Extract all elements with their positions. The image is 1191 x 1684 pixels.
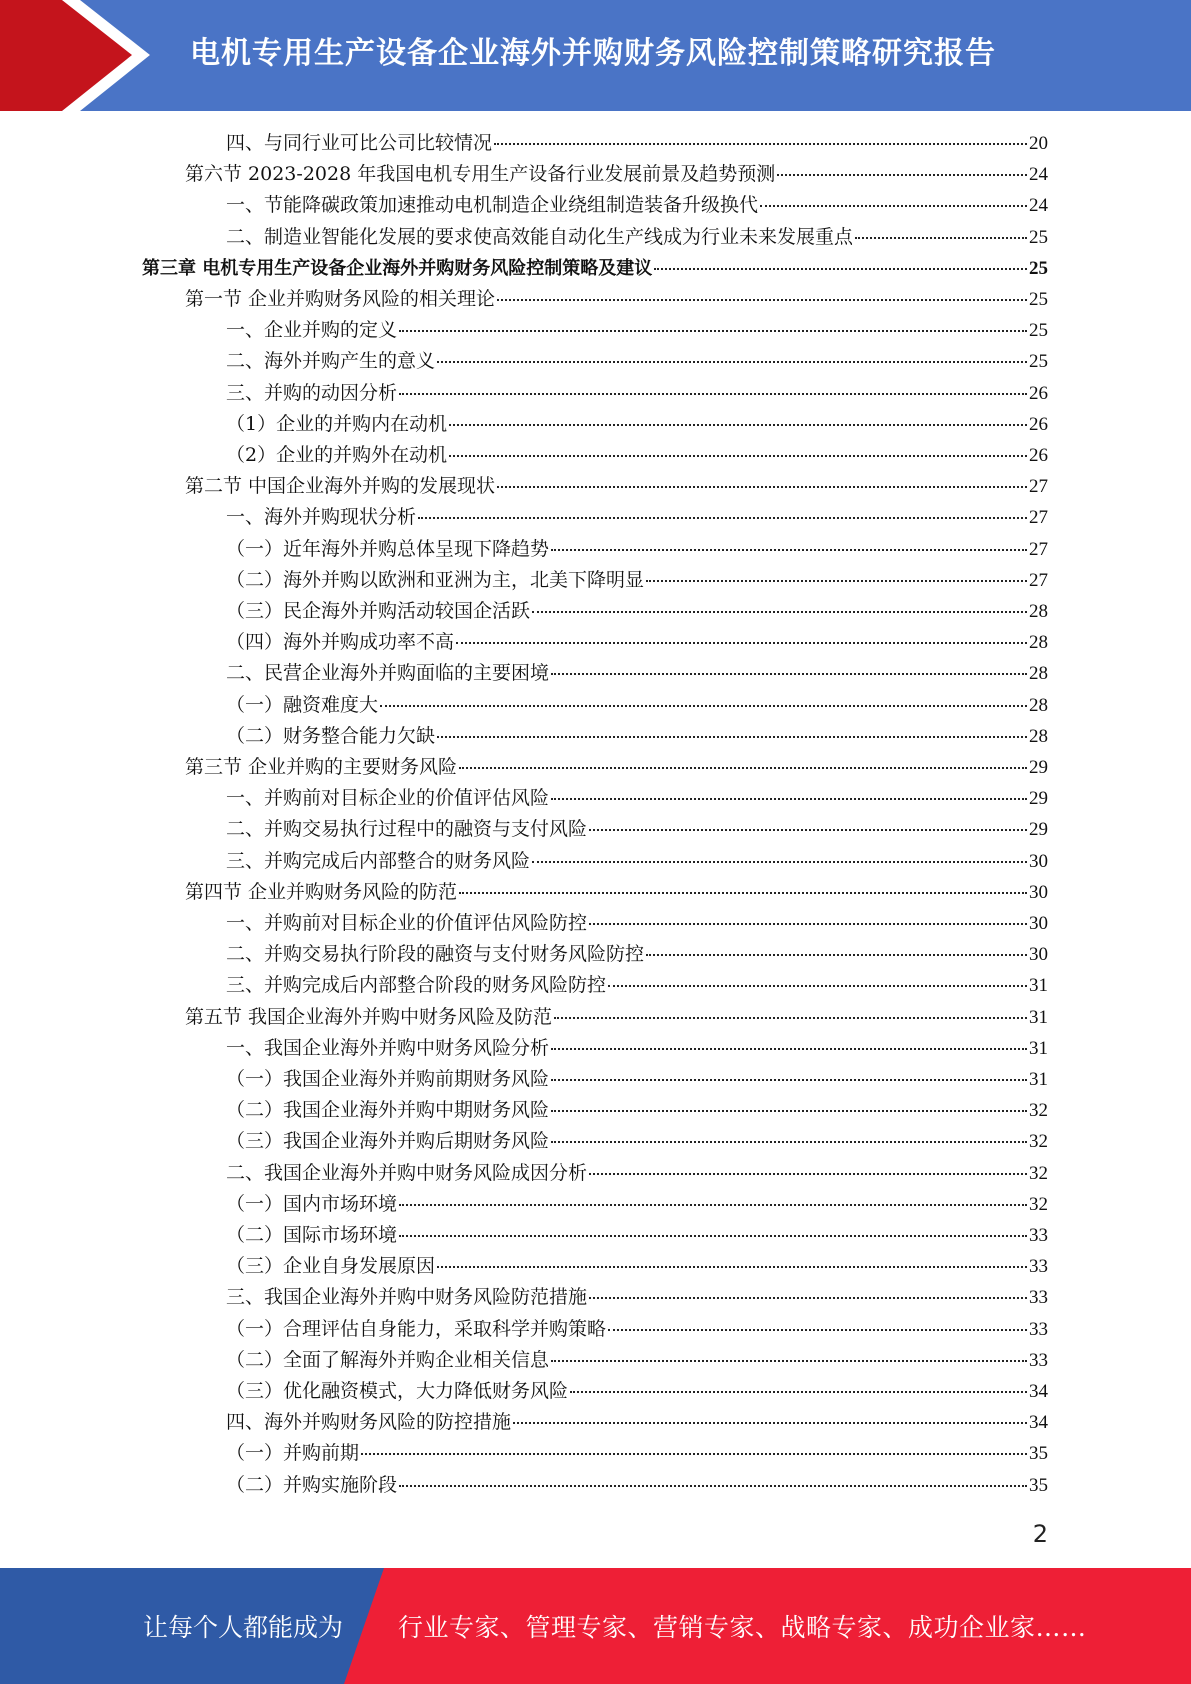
toc-entry[interactable] [226,190,1048,221]
toc-entry-page: 20 [1029,133,1048,154]
toc-dot-leader [437,1265,1027,1268]
toc-dot-leader [646,953,1027,956]
footer-slogan-right: 行业专家、管理专家、营销专家、战略专家、成功企业家…… [398,1613,1087,1642]
toc-dot-leader [554,1016,1027,1019]
toc-entry-label: （四）海外并购成功率不高 [226,631,455,654]
report-title: 电机专用生产设备企业海外并购财务风险控制策略研究报告 [190,36,996,71]
toc-entry[interactable] [226,908,1048,939]
toc-entry-page: 25 [1029,320,1048,342]
toc-entry-page: 30 [1029,944,1048,966]
footer-slogan-left: 让每个人都能成为 [143,1613,344,1642]
toc-entry-label: 一、海外并购现状分析 [226,506,417,529]
toc-dot-leader [608,1328,1027,1331]
toc-entry-label: 一、节能降碳政策加速推动电机制造企业绕组制造装备升级换代 [226,194,759,217]
toc-entry-label: （二）全面了解海外并购企业相关信息 [226,1348,550,1371]
toc-entry-label: 三、并购完成后内部整合阶段的财务风险防控 [226,974,607,997]
toc-dot-leader [449,423,1027,426]
toc-dot-leader [399,392,1027,395]
toc-entry[interactable] [226,1220,1048,1251]
toc-entry-label: 二、海外并购产生的意义 [226,350,436,373]
toc-entry-page: 32 [1029,1162,1048,1184]
toc-dot-leader [760,204,1027,207]
toc-dot-leader [497,485,1027,488]
toc-entry-label: （一）我国企业海外并购前期财务风险 [226,1068,550,1090]
toc-entry-label: 一、并购前对目标企业的价值评估风险 [226,787,550,810]
toc-entry-label: 二、我国企业海外并购中财务风险成因分析 [226,1161,588,1184]
toc-dot-leader [777,173,1027,176]
toc-entry[interactable] [226,1033,1048,1064]
toc-entry-page: 25 [1029,351,1048,373]
page-number: 2 [1032,1520,1048,1548]
toc-entry-page: 27 [1029,569,1048,591]
toc-entry-label: （二）我国企业海外并购中期财务风险 [226,1099,550,1122]
toc-entry-page: 32 [1029,1193,1048,1215]
toc-dot-leader [399,1203,1027,1206]
toc-dot-leader [551,1109,1027,1112]
toc-entry[interactable] [226,1314,1048,1345]
page-header [0,0,1191,111]
toc-entry-label: （三）优化融资模式，大力降低财务风险 [226,1380,569,1402]
toc-entry-label: 三、并购的动因分析 [226,381,398,404]
toc-entry-page: 31 [1029,1069,1048,1090]
toc-entry-page: 25 [1029,257,1048,279]
toc-entry-label: 二、民营企业海外并购面临的主要困境 [226,662,550,685]
toc-entry-page: 35 [1029,1443,1048,1465]
toc-entry-page: 26 [1029,445,1048,466]
toc-dot-leader [456,641,1027,644]
toc-entry-label: 第六节 2023-2028 年我国电机专用生产设备行业发展前景及趋势预测 [185,163,776,186]
toc-entry-label: （1）企业的并购内在动机 [226,412,448,435]
toc-entry-page: 24 [1029,164,1048,186]
toc-entry-page: 29 [1029,819,1048,841]
toc-dot-leader [449,454,1027,457]
toc-entry[interactable] [226,1189,1048,1220]
toc-entry[interactable] [185,877,1048,908]
toc-dot-leader [551,797,1027,800]
toc-dot-leader [459,766,1027,769]
toc-dot-leader [532,860,1027,863]
toc-entry-label: 二、并购交易执行阶段的融资与支付财务风险防控 [226,943,645,966]
toc-dot-leader [551,1140,1027,1143]
toc-entry-label: （一）合理评估自身能力，采取科学并购策略 [226,1317,607,1340]
toc-entry[interactable] [226,1438,1048,1469]
toc-dot-leader [437,360,1027,363]
toc-dot-leader [589,1172,1027,1175]
toc-entry-page: 31 [1029,1006,1048,1028]
toc-dot-leader [551,548,1027,551]
toc-entry-page: 28 [1029,725,1048,747]
toc-dot-leader [494,142,1027,145]
toc-entry[interactable] [226,315,1048,346]
page-footer [0,1568,1191,1684]
toc-entry[interactable] [226,502,1048,533]
toc-entry[interactable] [226,1126,1048,1157]
toc-dot-leader [513,1421,1027,1424]
toc-entry-label: 第三章 电机专用生产设备企业海外并购财务风险控制策略及建议 [142,257,653,279]
toc-dot-leader [855,236,1027,239]
toc-entry[interactable] [226,128,1048,159]
toc-dot-leader [532,610,1027,613]
toc-entry-label: 一、我国企业海外并购中财务风险分析 [226,1036,550,1059]
toc-entry-page: 33 [1029,1225,1048,1246]
toc-entry-label: 四、与同行业可比公司比较情况 [226,132,493,154]
toc-entry-label: 一、并购前对目标企业的价值评估风险防控 [226,912,588,934]
toc-entry[interactable] [226,1158,1048,1189]
toc-entry-label: 二、制造业智能化发展的要求使高效能自动化生产线成为行业未来发展重点 [226,225,854,248]
toc-entry[interactable] [185,284,1048,315]
toc-entry-page: 31 [1029,1037,1048,1059]
toc-entry-label: 四、海外并购财务风险的防控措施 [226,1411,512,1434]
toc-entry-label: 第一节 企业并购财务风险的相关理论 [185,288,496,310]
toc-entry-label: 三、我国企业海外并购中财务风险防范措施 [226,1286,588,1309]
toc-entry[interactable] [226,565,1048,596]
toc-entry-label: 第三节 企业并购的主要财务风险 [185,756,458,778]
toc-entry-page: 29 [1029,757,1048,778]
toc-dot-leader [654,267,1027,270]
toc-entry-page: 33 [1029,1349,1048,1371]
toc-dot-leader [551,1359,1027,1362]
toc-dot-leader [399,329,1027,332]
toc-entry-page: 33 [1029,1318,1048,1340]
toc-entry[interactable] [185,1002,1048,1033]
toc-entry[interactable] [226,440,1048,471]
toc-entry[interactable] [226,1470,1048,1501]
toc-entry-page: 25 [1029,289,1048,310]
toc-entry-page: 35 [1029,1474,1048,1496]
toc-entry-label: 第五节 我国企业海外并购中财务风险及防范 [185,1005,553,1028]
toc-dot-leader [399,1234,1027,1237]
toc-entry-label: （三）我国企业海外并购后期财务风险 [226,1130,550,1153]
toc-entry-page: 28 [1029,694,1048,716]
toc-entry-page: 32 [1029,1131,1048,1153]
toc-entry[interactable] [226,1095,1048,1126]
toc-dot-leader [589,922,1027,925]
toc-entry[interactable] [226,534,1048,565]
toc-entry-page: 32 [1029,1100,1048,1122]
toc-entry-label: （一）国内市场环境 [226,1192,398,1215]
toc-entry[interactable] [185,471,1048,502]
toc-entry-label: （二）国际市场环境 [226,1224,398,1246]
toc-entry[interactable] [226,783,1048,814]
toc-dot-leader [589,1296,1027,1299]
toc-entry[interactable] [226,846,1048,877]
toc-dot-leader [551,672,1027,675]
toc-entry-label: 一、企业并购的定义 [226,319,398,342]
toc-entry[interactable] [226,596,1048,627]
toc-entry-page: 27 [1029,507,1048,529]
toc-entry-page: 28 [1029,601,1048,622]
toc-entry-label: 第四节 企业并购财务风险的防范 [185,880,458,903]
toc-entry[interactable] [226,409,1048,440]
toc-entry-page: 27 [1029,538,1048,560]
toc-entry-page: 26 [1029,413,1048,435]
toc-entry-label: （一）近年海外并购总体呈现下降趋势 [226,537,550,560]
toc-entry-page: 33 [1029,1287,1048,1309]
toc-entry[interactable] [226,690,1048,721]
toc-dot-leader [437,735,1027,738]
toc-entry-label: （一）融资难度大 [226,693,379,716]
toc-entry-label: （二）财务整合能力欠缺 [226,724,436,747]
toc-entry[interactable] [142,253,1048,284]
toc-entry-page: 30 [1029,881,1048,903]
toc-dot-leader [380,704,1027,707]
toc-entry-page: 34 [1029,1412,1048,1434]
toc-dot-leader [459,891,1027,894]
toc-entry-label: （三）民企海外并购活动较国企活跃 [226,600,531,622]
toc-entry-page: 24 [1029,195,1048,217]
toc-entry-page: 30 [1029,913,1048,934]
toc-entry-page: 31 [1029,975,1048,997]
toc-entry[interactable] [226,1407,1048,1438]
toc-entry[interactable] [226,1064,1048,1095]
toc-entry-page: 26 [1029,382,1048,404]
toc-dot-leader [361,1452,1027,1455]
toc-entry-label: 第二节 中国企业海外并购的发展现状 [185,475,496,498]
toc-entry-page: 27 [1029,476,1048,498]
toc-dot-leader [418,516,1027,519]
toc-entry[interactable] [226,721,1048,752]
toc-entry-page: 29 [1029,788,1048,810]
toc-dot-leader [608,984,1027,987]
toc-entry-page: 25 [1029,226,1048,248]
toc-entry-label: 二、并购交易执行过程中的融资与支付风险 [226,818,588,841]
toc-dot-leader [589,828,1027,831]
toc-entry-label: （三）企业自身发展原因 [226,1255,436,1278]
toc-entry[interactable] [226,627,1048,658]
toc-entry[interactable] [226,814,1048,845]
toc-entry[interactable] [226,970,1048,1001]
toc-entry[interactable] [226,1345,1048,1376]
toc-dot-leader [551,1078,1027,1081]
toc-entry[interactable] [226,1251,1048,1282]
toc-dot-leader [646,579,1027,582]
toc-entry-page: 28 [1029,663,1048,685]
toc-entry-label: 三、并购完成后内部整合的财务风险 [226,849,531,872]
toc-entry-page: 34 [1029,1381,1048,1402]
toc-entry[interactable] [185,159,1048,190]
toc-entry[interactable] [226,378,1048,409]
toc-entry-label: （一）并购前期 [226,1442,360,1465]
toc-entry[interactable] [226,222,1048,253]
toc-entry[interactable] [185,752,1048,783]
toc-entry-page: 30 [1029,850,1048,872]
toc-dot-leader [399,1484,1027,1487]
toc-dot-leader [497,298,1027,301]
toc-entry-label: （2）企业的并购外在动机 [226,444,448,466]
toc-entry-label: （二）海外并购以欧洲和亚洲为主，北美下降明显 [226,568,645,591]
toc-entry-page: 28 [1029,632,1048,654]
toc-entry[interactable] [226,346,1048,377]
toc-entry-page: 33 [1029,1256,1048,1278]
toc-entry[interactable] [226,658,1048,689]
toc-entry[interactable] [226,1282,1048,1313]
toc-dot-leader [551,1047,1027,1050]
toc-entry[interactable] [226,939,1048,970]
toc-entry-label: （二）并购实施阶段 [226,1473,398,1496]
toc-dot-leader [570,1390,1027,1393]
toc-entry[interactable] [226,1376,1048,1407]
